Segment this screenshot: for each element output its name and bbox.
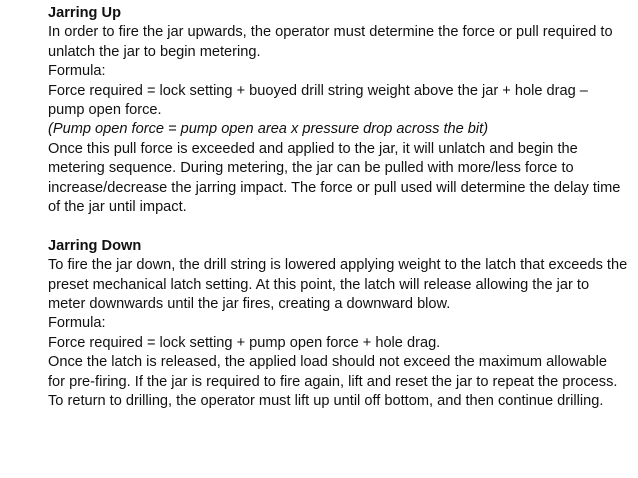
jarring-up-heading: Jarring Up	[48, 5, 121, 21]
jarring-down-heading: Jarring Down	[48, 237, 142, 254]
jarring-up-intro: In order to fire the jar upwards, the operator must determine the force or pull required to unlatch the jar to begin metering.	[48, 24, 613, 60]
jarring-up-description: Once this pull force is exceeded and applied to the jar, it will unlatch and begin the metering sequence. During metering, the jar can be pulled with more/less force to increase/decrease the jarring impact. The force or pull used will determine the delay time of the jar until impact.	[48, 140, 621, 216]
jarring-down-description: Once the latch is released, the applied load should not exceed the maximum allowable for pre-firing. If the jar is required to fire again, lift and reset the jar to repeat the process. To return to drilling, the operator must lift up until off bottom, and then continue drilling.	[48, 354, 618, 410]
section-spacer	[48, 217, 628, 236]
document-body	[48, 4, 628, 412]
jarring-down-formula-label: Formula:	[48, 315, 106, 332]
jarring-down-formula: Force required = lock setting + pump open force + hole drag.	[48, 334, 441, 351]
jarring-up-section	[48, 4, 628, 217]
jarring-down-intro: To fire the jar down, the drill string is lowered applying weight to the latch that exceeds the preset mechanical latch setting. At this point, the latch will release allowing the jar to meter downwards until the jar fires, creating a downward blow.	[48, 257, 628, 313]
jarring-up-formula: Force required = lock setting + buoyed drill string weight above the jar + hole drag – pump open force.	[48, 82, 588, 119]
jarring-down-section	[48, 237, 628, 412]
jarring-up-formula-note: (Pump open force = pump open area x pressure drop across the bit)	[48, 121, 489, 138]
jarring-up-formula-label: Formula:	[48, 63, 106, 80]
